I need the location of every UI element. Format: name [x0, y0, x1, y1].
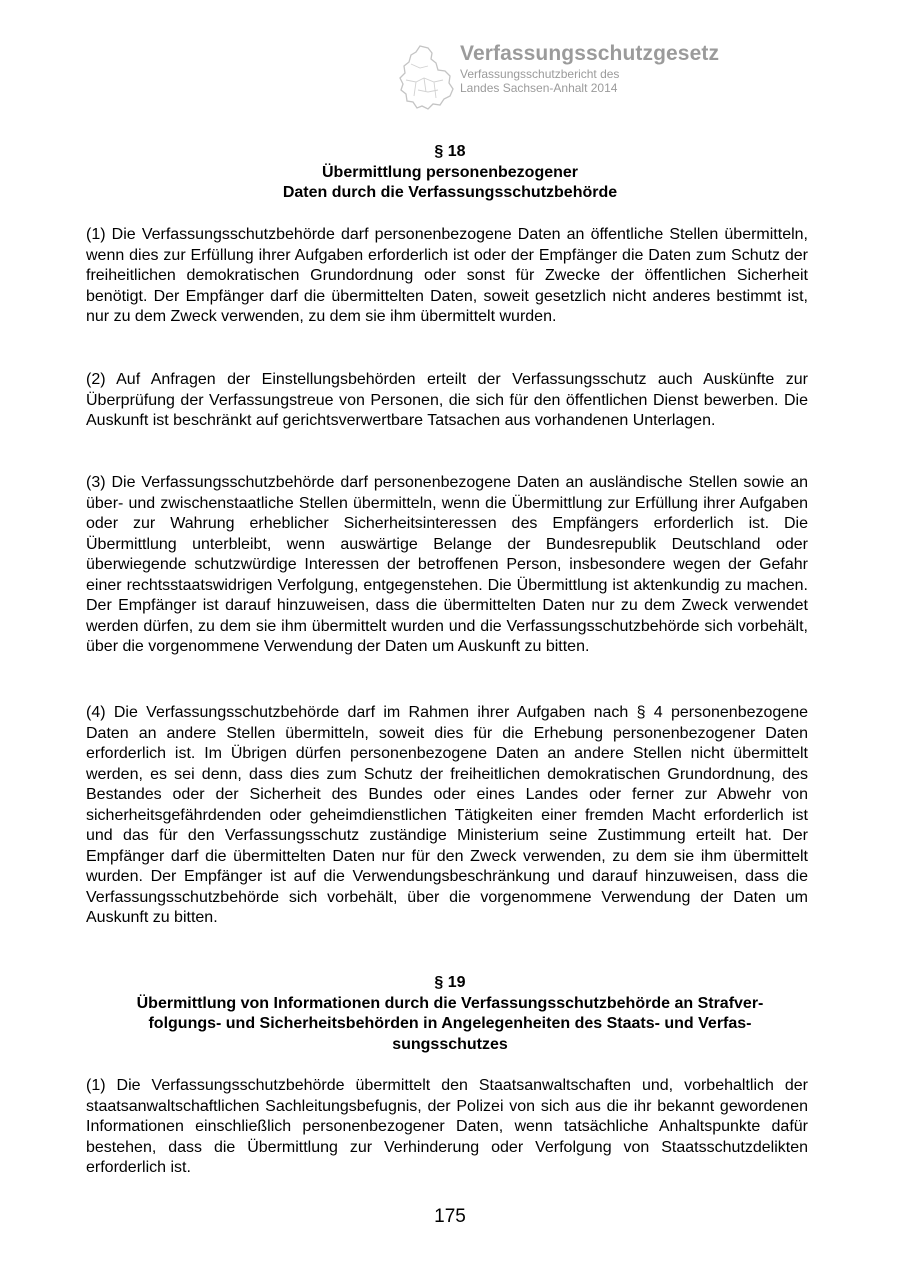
section-18-heading: [86, 142, 814, 204]
header-title: Verfassungsschutzgesetz: [460, 42, 720, 65]
section-19-title-line3: sungsschutzes: [392, 1035, 508, 1053]
saxony-anhalt-map-outline-icon: [398, 44, 456, 112]
page-number: 175: [434, 1206, 466, 1227]
header-subtitle-line2: Landes Sachsen-Anhalt 2014: [460, 81, 618, 95]
section-19-paragraph-1: (1) Die Verfassungsschutzbehörde übermittelt den Staatsanwaltschaften und, vorbehaltlich der staatsanwaltschaftlichen Sachleitungsbefugnis, der Polizei von sich aus die ihr bekannt gewordenen Informationen einschließlich personenbezogener Daten, wenn tatsächliche Anhaltspunkte dafür bestehen, dass die Übermittlung zur Verhinderung oder Verfolgung von Staatsschutzdelikten erforderlich ist.: [86, 1077, 808, 1176]
section-18-title-line1: Übermittlung personenbezogener: [321, 163, 579, 181]
header-subtitle: [460, 67, 619, 95]
section-18-title-line2: Daten durch die Verfassungsschutzbehörde: [282, 184, 618, 201]
header-subtitle-line1: Verfassungsschutzbericht des: [460, 67, 620, 81]
section-19-heading: [86, 973, 814, 1055]
section-18-paragraph-2: (2) Auf Anfragen der Einstellungsbehörden erteilt der Verfassungsschutz auch Auskünfte zur Überprüfung der Verfassungstreue von Personen, die sich für den öffentlichen Dienst bewerben. Die Auskunft ist beschränkt auf gerichtsverwertbare Tatsachen aus vorhandenen Unterlagen.: [86, 371, 808, 429]
section-18-paragraph-1: (1) Die Verfassungsschutzbehörde darf personenbezogene Daten an öffentliche Stellen übermitteln, wenn dies zur Erfüllung ihrer Aufgaben erforderlich ist oder der Empfänger die Daten zum Schutz der freiheitlichen demokratischen Grundordnung oder sonst für Zwecke der öffentlichen Sicherheit benötigt. Der Empfänger darf die übermittelten Daten, soweit gesetzlich nicht anderes bestimmt ist, nur zu dem Zweck verwenden, zu dem sie ihm übermittelt wurden.: [86, 226, 808, 325]
section-18-paragraph-3: (3) Die Verfassungsschutzbehörde darf personenbezogene Daten an ausländische Stellen sowie an über- und zwischenstaatliche Stellen übermitteln, wenn die Übermittlung zur Erfüllung ihrer Aufgaben oder zur Wahrung erheblicher Sicherheitsinteressen des Empfängers erforderlich ist. Die Übermittlung unterbleibt, wenn auswärtige Belange der Bundesrepublik Deutschland oder überwiegende schutzwürdige Interessen der betroffenen Person, insbesondere wegen der Gefahr einer rechtsstaatswidrigen Verfolgung, entgegenstehen. Die Übermittlung ist aktenkundig zu machen. Der Empfänger ist darauf hinzuweisen, dass die übermittelten Daten nur zu dem Zweck verwendet werden dürfen, zu dem sie ihm übermittelt wurden und die Verfassungsschutzbehörde sich vorbehält, über die vorgenommene Verwendung der Daten um Auskunft zu bitten.: [86, 474, 808, 655]
section-19-title-line2: folgungs- und Sicherheitsbehörden in Angelegenheiten des Staats- und Verfas-: [148, 1015, 752, 1032]
section-18-paragraph-4: (4) Die Verfassungsschutzbehörde darf im Rahmen ihrer Aufgaben nach § 4 personenbezogene Daten an andere Stellen übermitteln, soweit dies für die Erhebung personenbezogener Daten erforderlich ist. Im Übrigen dürfen personenbezogene Daten an andere Stellen nicht übermittelt werden, es sei denn, dass dies zum Schutz der freiheitlichen demokratischen Grundordnung, des Bestandes oder der Sicherheit des Bundes oder eines Landes oder ferner zur Abwehr von sicherheitsgefährdenden oder geheimdienstlichen Tätigkeiten einer fremden Macht erforderlich ist und das für den Verfassungsschutz zuständige Ministerium seine Zustimmung erteilt hat. Der Empfänger darf die übermittelten Daten nur für den Zweck verwenden, zu dem sie ihm übermittelt wurden. Der Empfänger ist auf die Verwendungsbeschränkung und darauf hinzuweisen, dass die Verfassungsschutzbehörde sich vorbehält, über die vorgenommene Verwendung der Daten um Auskunft zu bitten.: [86, 704, 808, 926]
section-19-number: § 19: [434, 974, 466, 991]
section-19-title-line1: Übermittlung von Informationen durch die Verfassungsschutzbehörde an Strafver-: [136, 994, 764, 1012]
section-18-number: § 18: [434, 143, 466, 160]
